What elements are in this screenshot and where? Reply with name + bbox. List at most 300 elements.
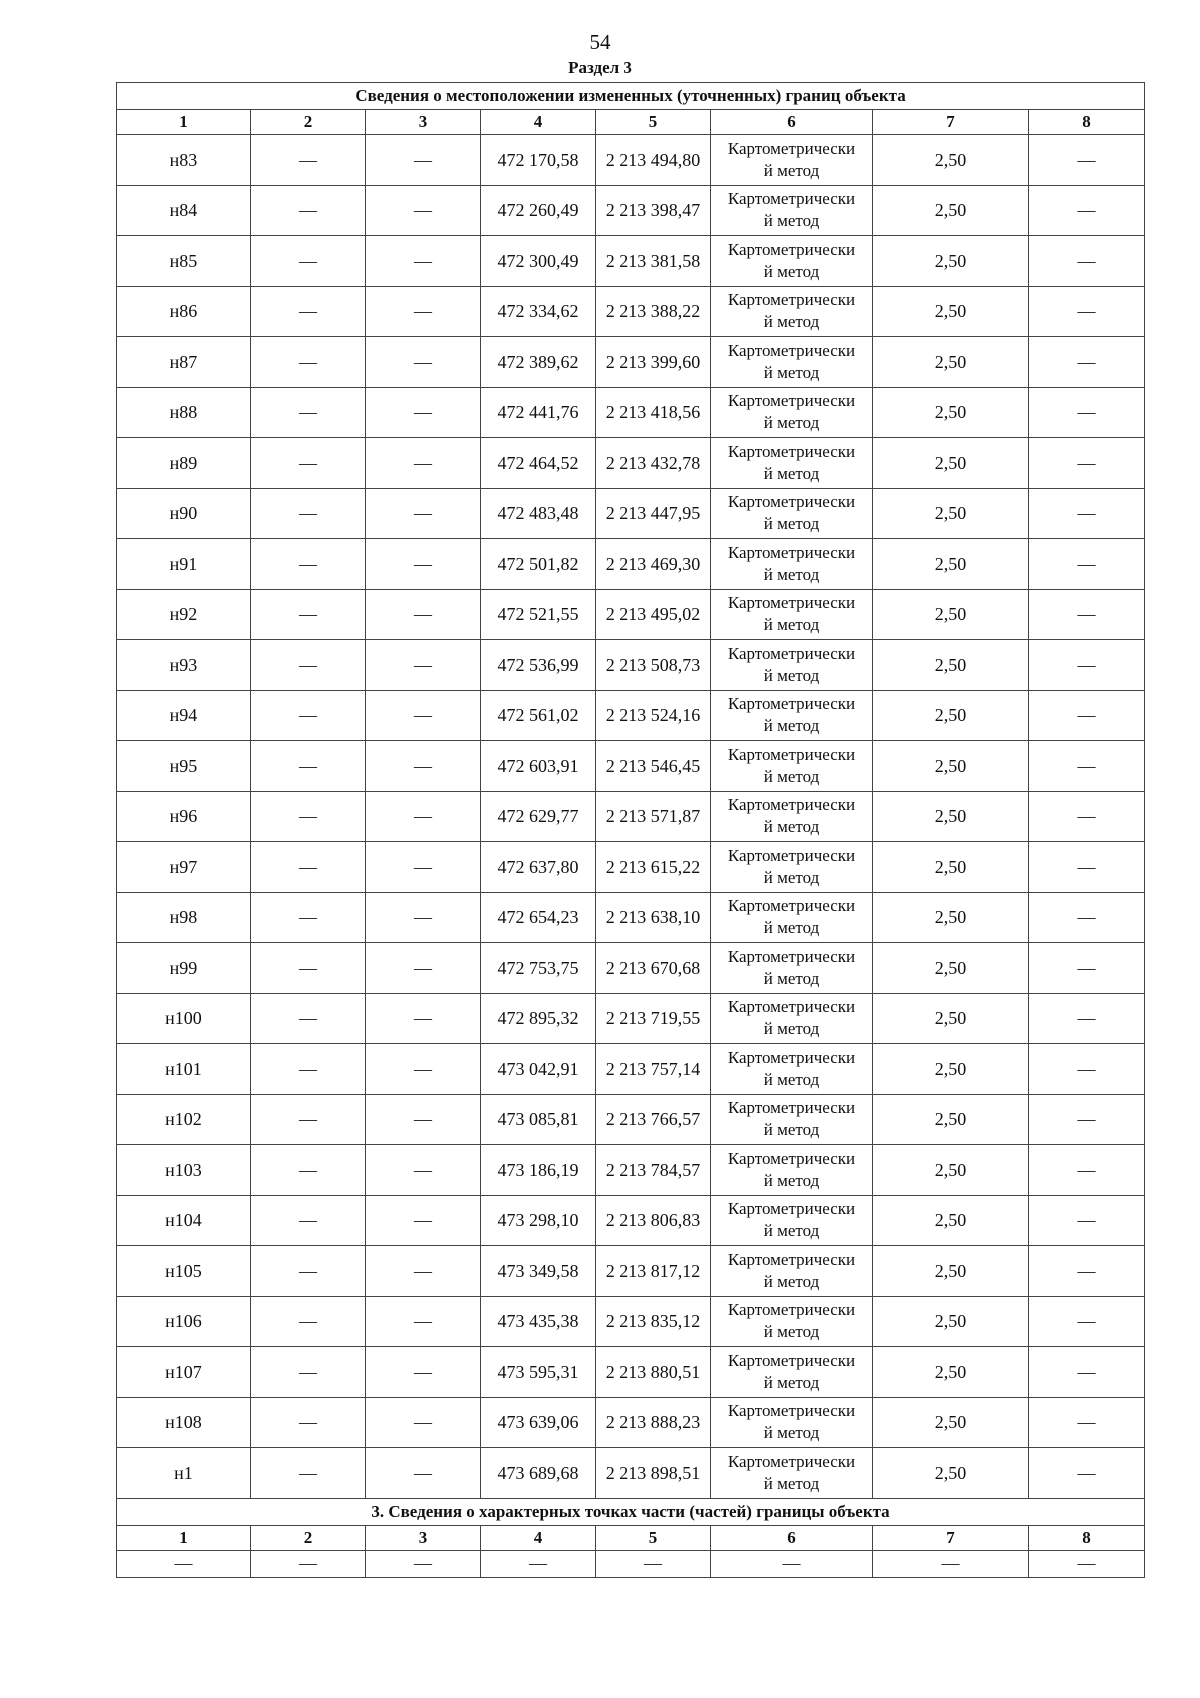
x-coordinate-cell: 473 349,58	[481, 1246, 596, 1297]
col2-cell: —	[251, 1347, 366, 1398]
y-coordinate-cell: 2 213 880,51	[596, 1347, 711, 1398]
col2-cell: —	[251, 892, 366, 943]
y-coordinate-cell: 2 213 494,80	[596, 135, 711, 186]
x-coordinate-cell: 472 464,52	[481, 438, 596, 489]
table-row	[117, 236, 1145, 287]
x-coordinate-cell: 473 689,68	[481, 1448, 596, 1499]
col8-cell: —	[1029, 488, 1145, 539]
table-title-row	[117, 83, 1145, 110]
x-coordinate-cell: 472 501,82	[481, 539, 596, 590]
method-line-1: Картометрически	[727, 1047, 856, 1067]
x-coordinate-cell: 473 186,19	[481, 1145, 596, 1196]
precision-cell: 2,50	[873, 539, 1029, 590]
col3-cell: —	[366, 842, 481, 893]
col8-cell: —	[1029, 842, 1145, 893]
col2-cell: —	[251, 1397, 366, 1448]
table-row	[117, 791, 1145, 842]
part-column-header: 5	[596, 1525, 711, 1550]
method-line-2: й метод	[763, 261, 820, 281]
method-cell	[711, 1448, 873, 1499]
method-cell	[711, 1397, 873, 1448]
point-cell: н96	[117, 791, 251, 842]
point-cell: н104	[117, 1195, 251, 1246]
table-row	[117, 842, 1145, 893]
column-header: 3	[366, 110, 481, 135]
method-line-1: Картометрически	[727, 290, 856, 310]
col3-cell: —	[366, 1296, 481, 1347]
x-coordinate-cell: 472 300,49	[481, 236, 596, 287]
col2-cell: —	[251, 438, 366, 489]
method-cell	[711, 589, 873, 640]
x-coordinate-cell: 473 595,31	[481, 1347, 596, 1398]
y-coordinate-cell: 2 213 784,57	[596, 1145, 711, 1196]
method-line-2: й метод	[763, 1019, 820, 1039]
precision-cell: 2,50	[873, 943, 1029, 994]
part-empty-row	[117, 1550, 1145, 1577]
col2-cell: —	[251, 842, 366, 893]
method-line-1: Картометрически	[727, 1451, 856, 1471]
col2-cell: —	[251, 488, 366, 539]
col8-cell: —	[1029, 892, 1145, 943]
col2-cell: —	[251, 1246, 366, 1297]
col2-cell: —	[251, 1044, 366, 1095]
point-cell: н106	[117, 1296, 251, 1347]
method-line-2: й метод	[763, 463, 820, 483]
x-coordinate-cell: 472 441,76	[481, 387, 596, 438]
col8-cell: —	[1029, 943, 1145, 994]
x-coordinate-cell: 472 753,75	[481, 943, 596, 994]
precision-cell: 2,50	[873, 1145, 1029, 1196]
method-cell	[711, 1195, 873, 1246]
precision-cell: 2,50	[873, 1044, 1029, 1095]
col2-cell: —	[251, 1145, 366, 1196]
method-cell	[711, 337, 873, 388]
point-cell: н94	[117, 690, 251, 741]
method-line-1: Картометрически	[727, 138, 856, 158]
part-empty-cell: —	[1029, 1550, 1145, 1577]
table-row	[117, 993, 1145, 1044]
method-line-2: й метод	[763, 867, 820, 887]
part-column-header: 2	[251, 1525, 366, 1550]
x-coordinate-cell: 472 629,77	[481, 791, 596, 842]
method-cell	[711, 539, 873, 590]
col3-cell: —	[366, 892, 481, 943]
col2-cell: —	[251, 135, 366, 186]
x-coordinate-cell: 472 483,48	[481, 488, 596, 539]
method-line-2: й метод	[763, 413, 820, 433]
col8-cell: —	[1029, 690, 1145, 741]
method-line-1: Картометрически	[727, 1098, 856, 1118]
method-line-1: Картометрически	[727, 997, 856, 1017]
method-cell	[711, 791, 873, 842]
col3-cell: —	[366, 993, 481, 1044]
method-line-2: й метод	[763, 1170, 820, 1190]
method-line-1: Картометрически	[727, 189, 856, 209]
method-cell	[711, 842, 873, 893]
col8-cell: —	[1029, 135, 1145, 186]
point-cell: н100	[117, 993, 251, 1044]
y-coordinate-cell: 2 213 447,95	[596, 488, 711, 539]
col2-cell: —	[251, 1195, 366, 1246]
table-row	[117, 892, 1145, 943]
col3-cell: —	[366, 438, 481, 489]
col8-cell: —	[1029, 337, 1145, 388]
col8-cell: —	[1029, 236, 1145, 287]
column-header: 7	[873, 110, 1029, 135]
x-coordinate-cell: 472 654,23	[481, 892, 596, 943]
y-coordinate-cell: 2 213 817,12	[596, 1246, 711, 1297]
col3-cell: —	[366, 236, 481, 287]
y-coordinate-cell: 2 213 508,73	[596, 640, 711, 691]
method-line-2: й метод	[763, 1473, 820, 1493]
method-cell	[711, 892, 873, 943]
method-cell	[711, 1246, 873, 1297]
x-coordinate-cell: 473 042,91	[481, 1044, 596, 1095]
part-section-title: 3. Сведения о характерных точках части (частей) границы объекта	[117, 1498, 1145, 1525]
col2-cell: —	[251, 1094, 366, 1145]
table-row	[117, 387, 1145, 438]
part-section-title-row	[117, 1498, 1145, 1525]
point-cell: н84	[117, 185, 251, 236]
point-cell: н99	[117, 943, 251, 994]
table-row	[117, 1347, 1145, 1398]
point-cell: н97	[117, 842, 251, 893]
method-cell	[711, 387, 873, 438]
precision-cell: 2,50	[873, 438, 1029, 489]
method-cell	[711, 286, 873, 337]
col8-cell: —	[1029, 741, 1145, 792]
part-column-header: 8	[1029, 1525, 1145, 1550]
method-cell	[711, 236, 873, 287]
col8-cell: —	[1029, 1296, 1145, 1347]
point-cell: н98	[117, 892, 251, 943]
table-row	[117, 943, 1145, 994]
col2-cell: —	[251, 741, 366, 792]
y-coordinate-cell: 2 213 835,12	[596, 1296, 711, 1347]
point-cell: н107	[117, 1347, 251, 1398]
method-line-1: Картометрически	[727, 441, 856, 461]
method-line-2: й метод	[763, 564, 820, 584]
method-line-1: Картометрически	[727, 542, 856, 562]
col3-cell: —	[366, 1044, 481, 1095]
col8-cell: —	[1029, 1347, 1145, 1398]
table-row	[117, 1094, 1145, 1145]
column-header: 2	[251, 110, 366, 135]
column-header: 1	[117, 110, 251, 135]
method-cell	[711, 993, 873, 1044]
table-title: Сведения о местоположении измененных (уточненных) границ объекта	[117, 83, 1145, 110]
point-cell: н108	[117, 1397, 251, 1448]
table-row	[117, 589, 1145, 640]
method-line-1: Картометрически	[727, 391, 856, 411]
part-empty-cell: —	[366, 1550, 481, 1577]
y-coordinate-cell: 2 213 719,55	[596, 993, 711, 1044]
method-line-1: Картометрически	[727, 593, 856, 613]
point-cell: н102	[117, 1094, 251, 1145]
y-coordinate-cell: 2 213 388,22	[596, 286, 711, 337]
y-coordinate-cell: 2 213 398,47	[596, 185, 711, 236]
x-coordinate-cell: 472 895,32	[481, 993, 596, 1044]
method-line-1: Картометрически	[727, 1401, 856, 1421]
col2-cell: —	[251, 993, 366, 1044]
col8-cell: —	[1029, 185, 1145, 236]
col8-cell: —	[1029, 640, 1145, 691]
x-coordinate-cell: 472 170,58	[481, 135, 596, 186]
part-empty-cell: —	[251, 1550, 366, 1577]
method-line-2: й метод	[763, 918, 820, 938]
col3-cell: —	[366, 488, 481, 539]
col2-cell: —	[251, 791, 366, 842]
col8-cell: —	[1029, 1448, 1145, 1499]
precision-cell: 2,50	[873, 236, 1029, 287]
col3-cell: —	[366, 1094, 481, 1145]
x-coordinate-cell: 473 639,06	[481, 1397, 596, 1448]
precision-cell: 2,50	[873, 791, 1029, 842]
page-number: 54	[589, 30, 611, 54]
method-line-2: й метод	[763, 1322, 820, 1342]
col3-cell: —	[366, 791, 481, 842]
col3-cell: —	[366, 337, 481, 388]
col8-cell: —	[1029, 387, 1145, 438]
table-row	[117, 741, 1145, 792]
col8-cell: —	[1029, 1145, 1145, 1196]
method-line-1: Картометрически	[727, 795, 856, 815]
col8-cell: —	[1029, 1094, 1145, 1145]
method-line-2: й метод	[763, 968, 820, 988]
point-cell: н83	[117, 135, 251, 186]
method-line-1: Картометрически	[727, 896, 856, 916]
col3-cell: —	[366, 1448, 481, 1499]
part-empty-cell: —	[481, 1550, 596, 1577]
col8-cell: —	[1029, 286, 1145, 337]
x-coordinate-cell: 472 637,80	[481, 842, 596, 893]
precision-cell: 2,50	[873, 842, 1029, 893]
y-coordinate-cell: 2 213 898,51	[596, 1448, 711, 1499]
y-coordinate-cell: 2 213 495,02	[596, 589, 711, 640]
table-row	[117, 1296, 1145, 1347]
col3-cell: —	[366, 1347, 481, 1398]
col2-cell: —	[251, 539, 366, 590]
y-coordinate-cell: 2 213 524,16	[596, 690, 711, 741]
method-line-1: Картометрически	[727, 239, 856, 259]
precision-cell: 2,50	[873, 1448, 1029, 1499]
point-cell: н103	[117, 1145, 251, 1196]
point-cell: н88	[117, 387, 251, 438]
y-coordinate-cell: 2 213 418,56	[596, 387, 711, 438]
precision-cell: 2,50	[873, 892, 1029, 943]
part-empty-cell: —	[873, 1550, 1029, 1577]
method-line-2: й метод	[763, 615, 820, 635]
col3-cell: —	[366, 539, 481, 590]
method-line-2: й метод	[763, 211, 820, 231]
table-row	[117, 185, 1145, 236]
x-coordinate-cell: 472 536,99	[481, 640, 596, 691]
x-coordinate-cell: 472 389,62	[481, 337, 596, 388]
precision-cell: 2,50	[873, 1296, 1029, 1347]
method-line-2: й метод	[763, 1069, 820, 1089]
x-coordinate-cell: 472 334,62	[481, 286, 596, 337]
table-row	[117, 337, 1145, 388]
x-coordinate-cell: 473 298,10	[481, 1195, 596, 1246]
method-cell	[711, 488, 873, 539]
precision-cell: 2,50	[873, 1397, 1029, 1448]
precision-cell: 2,50	[873, 185, 1029, 236]
method-cell	[711, 1094, 873, 1145]
precision-cell: 2,50	[873, 286, 1029, 337]
column-header: 5	[596, 110, 711, 135]
table-row	[117, 1246, 1145, 1297]
col3-cell: —	[366, 387, 481, 438]
precision-cell: 2,50	[873, 1246, 1029, 1297]
y-coordinate-cell: 2 213 757,14	[596, 1044, 711, 1095]
method-line-2: й метод	[763, 716, 820, 736]
table-row	[117, 690, 1145, 741]
point-cell: н105	[117, 1246, 251, 1297]
y-coordinate-cell: 2 213 571,87	[596, 791, 711, 842]
y-coordinate-cell: 2 213 469,30	[596, 539, 711, 590]
x-coordinate-cell: 473 085,81	[481, 1094, 596, 1145]
precision-cell: 2,50	[873, 1347, 1029, 1398]
method-line-1: Картометрически	[727, 643, 856, 663]
col3-cell: —	[366, 943, 481, 994]
col2-cell: —	[251, 185, 366, 236]
part-column-header: 7	[873, 1525, 1029, 1550]
method-line-2: й метод	[763, 160, 820, 180]
method-line-2: й метод	[763, 312, 820, 332]
method-cell	[711, 1347, 873, 1398]
point-cell: н90	[117, 488, 251, 539]
col2-cell: —	[251, 236, 366, 287]
method-line-2: й метод	[763, 1221, 820, 1241]
y-coordinate-cell: 2 213 806,83	[596, 1195, 711, 1246]
col8-cell: —	[1029, 539, 1145, 590]
method-cell	[711, 640, 873, 691]
col8-cell: —	[1029, 438, 1145, 489]
method-line-1: Картометрически	[727, 946, 856, 966]
method-line-1: Картометрически	[727, 1300, 856, 1320]
col2-cell: —	[251, 589, 366, 640]
col3-cell: —	[366, 185, 481, 236]
section-title: Раздел 3	[568, 58, 632, 77]
x-coordinate-cell: 472 260,49	[481, 185, 596, 236]
table-row	[117, 539, 1145, 590]
table-row	[117, 1145, 1145, 1196]
table-row	[117, 488, 1145, 539]
precision-cell: 2,50	[873, 135, 1029, 186]
col8-cell: —	[1029, 1195, 1145, 1246]
method-line-1: Картометрически	[727, 492, 856, 512]
part-empty-cell: —	[117, 1550, 251, 1577]
precision-cell: 2,50	[873, 993, 1029, 1044]
column-header: 8	[1029, 110, 1145, 135]
y-coordinate-cell: 2 213 615,22	[596, 842, 711, 893]
y-coordinate-cell: 2 213 399,60	[596, 337, 711, 388]
x-coordinate-cell: 472 521,55	[481, 589, 596, 640]
y-coordinate-cell: 2 213 766,57	[596, 1094, 711, 1145]
method-line-2: й метод	[763, 1271, 820, 1291]
y-coordinate-cell: 2 213 432,78	[596, 438, 711, 489]
table-row	[117, 1044, 1145, 1095]
table-row	[117, 1448, 1145, 1499]
method-line-1: Картометрически	[727, 845, 856, 865]
method-line-1: Картометрически	[727, 694, 856, 714]
method-line-1: Картометрически	[727, 1249, 856, 1269]
col2-cell: —	[251, 640, 366, 691]
method-line-2: й метод	[763, 1423, 820, 1443]
col2-cell: —	[251, 387, 366, 438]
method-line-2: й метод	[763, 817, 820, 837]
col8-cell: —	[1029, 589, 1145, 640]
y-coordinate-cell: 2 213 670,68	[596, 943, 711, 994]
method-cell	[711, 741, 873, 792]
part-column-header: 3	[366, 1525, 481, 1550]
point-cell: н101	[117, 1044, 251, 1095]
method-cell	[711, 690, 873, 741]
x-coordinate-cell: 472 603,91	[481, 741, 596, 792]
method-line-1: Картометрически	[727, 744, 856, 764]
precision-cell: 2,50	[873, 690, 1029, 741]
method-cell	[711, 1296, 873, 1347]
method-line-2: й метод	[763, 1372, 820, 1392]
method-cell	[711, 943, 873, 994]
method-line-1: Картометрически	[727, 1148, 856, 1168]
y-coordinate-cell: 2 213 381,58	[596, 236, 711, 287]
part-column-header-row	[117, 1525, 1145, 1550]
col2-cell: —	[251, 1296, 366, 1347]
method-line-1: Картометрически	[727, 1350, 856, 1370]
point-cell: н1	[117, 1448, 251, 1499]
table-row	[117, 286, 1145, 337]
col8-cell: —	[1029, 1397, 1145, 1448]
method-line-2: й метод	[763, 362, 820, 382]
point-cell: н93	[117, 640, 251, 691]
precision-cell: 2,50	[873, 488, 1029, 539]
col3-cell: —	[366, 1246, 481, 1297]
method-line-2: й метод	[763, 665, 820, 685]
col3-cell: —	[366, 741, 481, 792]
col2-cell: —	[251, 337, 366, 388]
precision-cell: 2,50	[873, 1094, 1029, 1145]
col3-cell: —	[366, 1397, 481, 1448]
table-body	[117, 83, 1145, 1578]
precision-cell: 2,50	[873, 337, 1029, 388]
y-coordinate-cell: 2 213 888,23	[596, 1397, 711, 1448]
point-cell: н86	[117, 286, 251, 337]
precision-cell: 2,50	[873, 387, 1029, 438]
precision-cell: 2,50	[873, 1195, 1029, 1246]
table-row	[117, 1397, 1145, 1448]
col8-cell: —	[1029, 993, 1145, 1044]
table-row	[117, 640, 1145, 691]
col2-cell: —	[251, 286, 366, 337]
part-empty-cell: —	[711, 1550, 873, 1577]
col3-cell: —	[366, 286, 481, 337]
part-column-header: 6	[711, 1525, 873, 1550]
point-cell: н91	[117, 539, 251, 590]
part-column-header: 4	[481, 1525, 596, 1550]
col3-cell: —	[366, 1145, 481, 1196]
point-cell: н87	[117, 337, 251, 388]
precision-cell: 2,50	[873, 741, 1029, 792]
method-cell	[711, 135, 873, 186]
col8-cell: —	[1029, 791, 1145, 842]
point-cell: н92	[117, 589, 251, 640]
method-line-1: Картометрически	[727, 340, 856, 360]
table-row	[117, 135, 1145, 186]
x-coordinate-cell: 473 435,38	[481, 1296, 596, 1347]
point-cell: н95	[117, 741, 251, 792]
column-header: 6	[711, 110, 873, 135]
